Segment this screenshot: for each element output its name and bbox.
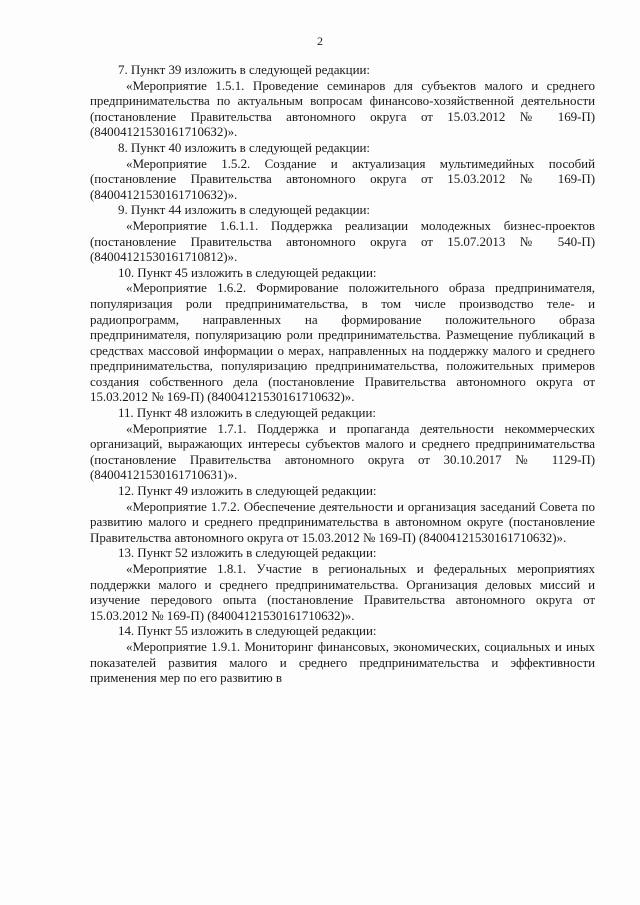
item-12-heading: 12. Пункт 49 изложить в следующей редакции: [118,483,377,499]
page-number: 2 [317,34,323,48]
item-13-text: «Мероприятие 1.8.1. Участие в региональных и федеральных мероприятиях поддержки малого и среднего предпринимательства. Организация деловых миссий и изучение передового опыта (постановление Правительства автономного округа от 15.03.2012 № 169-П) (840041215301617106З2)». [90,561,595,623]
item-11-text: «Мероприятие 1.7.1. Поддержка и пропаганда деятельности некоммерческих организаций, выражающих интересы субъектов малого и среднего предпринимательства (постановление Правительства автономного округа от 30.10.2017 № 1129-П) (84004121530161710631)». [90,420,595,483]
item-8-heading: 8. Пункт 40 изложить в следующей редакции: [118,139,370,155]
item-9-text: «Мероприятие 1.6.1.1. Поддержка реализации молодежных бизнес-проектов (постановление Правительства автономного округа от 15.07.2013 № 540-П) (84004121530161710812)». [90,217,595,265]
item-9-heading: 9. Пункт 44 изложить в следующей редакции: [118,202,370,218]
item-10-heading: 10. Пункт 45 изложить в следующей редакции: [118,264,377,280]
item-10-text: «Мероприятие 1.6.2. Формирование положительного образа предпринимателя, популяризация роли предпринимательства, в том числе производство теле- и радиопрограмм, направленных на формирование положительного образа предпринимателя, популяризацию роли предпринимательства. Размещение публикаций в средствах массовой информации о мерах, направленных на поддержку малого и среднего предпринимательства, популяризацию предпринимательства, положительных примеров создания собственного дела (постановление Правительства автономного округа от 15.03.2012 № 169-П) (840041215301617106З2)». [90,280,595,405]
document-body [90,62,595,686]
item-12-text: «Мероприятие 1.7.2. Обеспечение деятельности и организация заседаний Совета по развитию малого и среднего предпринимательства в автономном округе (постановление Правительства автономного округа от 15.03.2012 № 169-П) (840041215301617106З2)». [90,498,595,545]
item-14-text: «Мероприятие 1.9.1. Мониторинг финансовых, экономических, социальных и иных показателей развития малого и среднего предпринимательства и эффективности применения мер по его развитию в [90,638,595,686]
item-8-text: «Мероприятие 1.5.2. Создание и актуализация мультимедийных пособий (постановление Правительства автономного округа от 15.03.2012 № 169-П) (840041215301617106З2)». [90,155,595,202]
item-7-heading: 7. Пункт 39 изложить в следующей редакции: [118,62,370,77]
item-7-text: «Мероприятие 1.5.1. Проведение семинаров для субъектов малого и среднего предпринимательства по актуальным вопросам финансово-хозяйственной деятельности (постановление Правительства автономного округа от 15.03.2012 № 169-П) (840041215301617106З2)». [90,77,595,140]
item-11-heading: 11. Пункт 48 изложить в следующей редакции: [118,405,376,421]
item-14-heading: 14. Пункт 55 изложить в следующей редакции: [118,623,377,639]
item-13-heading: 13. Пункт 52 изложить в следующей редакции: [118,545,377,561]
